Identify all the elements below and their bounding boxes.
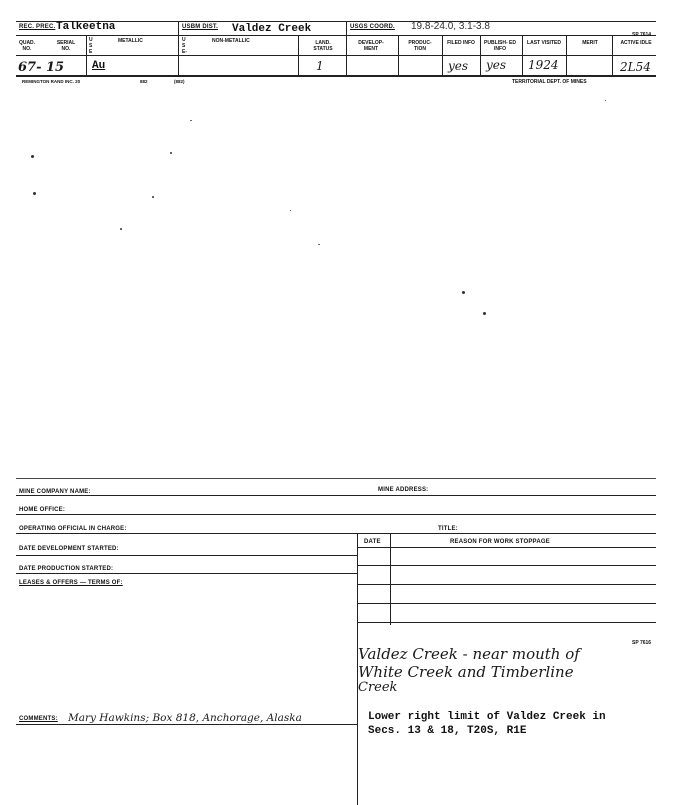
usgs-coord-value: 19.8-24.0, 3.1-3.8	[411, 21, 490, 32]
row-published: yes	[486, 58, 507, 72]
row-last-visited: 1924	[528, 58, 559, 72]
col-nonmetallic-e: E-	[182, 49, 187, 55]
scan-speck	[483, 312, 486, 315]
scan-speck	[170, 152, 172, 154]
col-last-visited: LAST VISITED	[527, 40, 561, 46]
rec-prec-label: REC. PREC.	[19, 24, 56, 30]
row-land-status: 1	[316, 59, 324, 73]
scan-speck	[152, 196, 154, 198]
row-quad-serial: 67- 15	[18, 60, 65, 75]
location-handwritten-line3: Creek	[358, 680, 398, 695]
reason-column-label: REASON FOR WORK STOPPAGE	[450, 539, 550, 545]
divider-merit	[566, 35, 567, 75]
col-development: DEVELOP- MENT	[358, 40, 384, 52]
rule-date-development	[16, 555, 357, 556]
scan-speck	[605, 100, 606, 101]
col-serial: SERIAL NO.	[56, 40, 76, 52]
location-handwritten-line1: Valdez Creek - near mouth of	[358, 645, 580, 663]
rec-prec-value: Talkeetna	[56, 21, 116, 33]
scan-speck	[290, 210, 291, 211]
divider-metallic	[86, 35, 87, 75]
divider-land	[298, 35, 299, 75]
mine-address-label: MINE ADDRESS:	[378, 487, 429, 493]
form-code-top: SP 7614	[632, 32, 652, 38]
usbm-dist-value: Valdez Creek	[232, 23, 312, 35]
scan-speck	[190, 120, 192, 121]
col-production: PRODUC- TION	[408, 40, 432, 52]
home-office-label: HOME OFFICE:	[19, 507, 66, 513]
row-filed: yes	[448, 59, 469, 73]
col-nonmetallic: NON-METALLIC	[212, 38, 250, 44]
comments-label: COMMENTS:	[19, 716, 58, 722]
rule-mine-company	[16, 495, 656, 496]
date-production-label: DATE PRODUCTION STARTED:	[19, 566, 114, 572]
location-typed-line2: Secs. 13 & 18, T20S, R1E	[368, 725, 527, 737]
scan-speck	[33, 192, 36, 195]
card-code: SP 7616	[632, 640, 652, 646]
col-metallic-u: U	[89, 37, 93, 43]
location-typed-line1: Lower right limit of Valdez Creek in	[368, 711, 606, 723]
footer-code1: 882	[140, 79, 148, 84]
col-nonmetallic-s: S	[182, 43, 186, 49]
divider-production	[398, 35, 399, 75]
row-metallic: Au	[92, 60, 106, 72]
col-merit: MERIT	[582, 40, 598, 46]
rule-home-office	[16, 514, 656, 515]
usbm-dist-label: USBM DIST.	[182, 24, 219, 30]
col-metallic: METALLIC	[118, 38, 143, 44]
rule-date-header	[357, 547, 656, 548]
title-label: TITLE:	[438, 526, 458, 532]
divider-last-visited	[522, 35, 523, 75]
col-quad: QUAD. NO.	[18, 40, 36, 52]
rule-comments	[16, 724, 357, 725]
operating-official-label: OPERATING OFFICIAL IN CHARGE:	[19, 526, 127, 532]
column-header-rule	[16, 55, 656, 56]
col-metallic-e: E	[89, 49, 93, 55]
col-published: PUBLISH- ED INFO	[484, 40, 516, 52]
comments-value: Mary Hawkins; Box 818, Anchorage, Alaska	[68, 712, 302, 724]
scan-speck	[462, 291, 465, 294]
scan-speck	[31, 155, 34, 158]
location-handwritten-line2: White Creek and Timberline	[358, 663, 574, 681]
scan-speck	[120, 228, 122, 230]
footer-dept: TERRITORIAL DEPT. OF MINES	[512, 79, 587, 85]
rule-date-production	[16, 573, 357, 574]
date-development-label: DATE DEVELOPMENT STARTED:	[19, 546, 119, 552]
col-nonmetallic-u: U	[182, 37, 186, 43]
divider-usgs	[346, 21, 347, 75]
footer-code2: (882)	[174, 79, 185, 84]
col-active-idle: ACTIVE IDLE	[620, 40, 652, 46]
date-column-label: DATE	[364, 539, 381, 545]
col-metallic-s: S	[89, 43, 93, 49]
divider-usbm	[178, 21, 179, 75]
rule-operating-official	[16, 533, 656, 534]
divider-active	[612, 35, 613, 75]
rule-date-3	[357, 603, 656, 604]
leases-label: LEASES & OFFERS — TERMS OF:	[19, 580, 123, 586]
header-mid-rule	[16, 35, 656, 36]
scan-speck	[318, 244, 320, 245]
usgs-coord-label: USGS COORD.	[350, 24, 395, 30]
rule-date-4	[357, 622, 656, 623]
row-bottom-rule	[16, 75, 656, 77]
rule-date-2	[357, 584, 656, 585]
divider-filed	[442, 35, 443, 75]
divider-published	[480, 35, 481, 75]
footer-printer: REMINGTON RAND INC. 20	[22, 79, 81, 84]
lower-form-top-rule	[16, 478, 656, 479]
row-active-idle: 2L54	[620, 60, 651, 74]
col-land-status: LAND. STATUS	[313, 40, 333, 52]
rule-date-1	[357, 565, 656, 566]
mine-company-name-label: MINE COMPANY NAME:	[19, 489, 91, 495]
col-filed: FILED INFO	[447, 40, 475, 46]
